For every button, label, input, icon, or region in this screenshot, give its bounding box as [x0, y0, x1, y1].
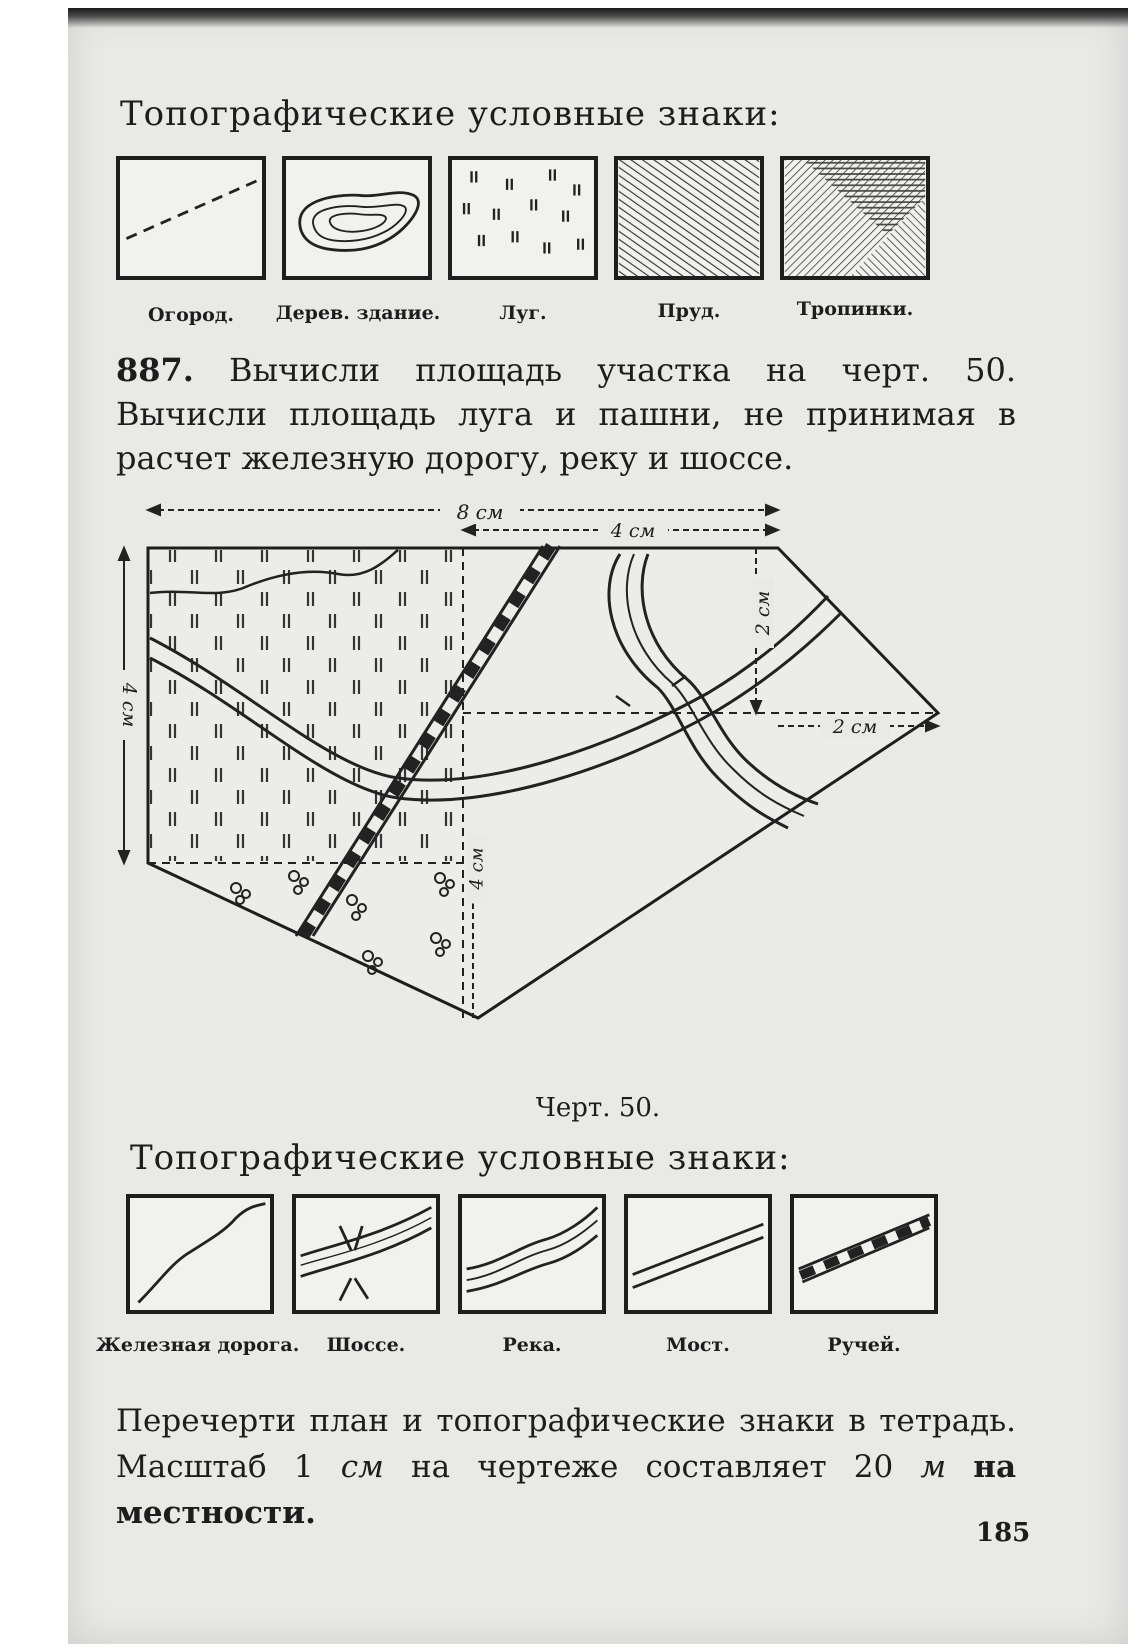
instruction-line1: Перечерти план и топографические знаки в тетрадь. Масштаб 1	[116, 1403, 1016, 1485]
instruction-unit-m: м	[920, 1449, 947, 1485]
plan-drawing	[68, 498, 1128, 1088]
caption-stream: Ручей.	[827, 1334, 901, 1356]
caption-highway: Шоссе.	[326, 1334, 406, 1356]
book-page	[68, 8, 1128, 1644]
symbol-highway	[292, 1194, 440, 1314]
scan-edge	[68, 8, 1128, 28]
legend-top-title: Топографические условные знаки:	[120, 94, 781, 134]
dim-right-height: 2 см	[752, 578, 774, 648]
instruction-unit-cm: см	[340, 1449, 384, 1485]
symbol-river	[458, 1194, 606, 1314]
caption-garden: Огород.	[147, 304, 235, 326]
problem-887	[116, 348, 1016, 480]
symbol-railway	[126, 1194, 274, 1314]
instruction-line2: на чертеже составляет 20	[410, 1449, 894, 1485]
legend-bottom-title: Топографические условные знаки:	[130, 1138, 791, 1178]
symbol-pond	[614, 156, 764, 280]
symbol-wooden-building	[282, 156, 432, 280]
dim-bottom-height: 4 см	[467, 834, 488, 904]
dim-top-right: 4 см	[598, 520, 668, 542]
caption-railway: Железная дорога.	[96, 1334, 300, 1356]
figure-50	[68, 498, 1128, 1088]
caption-paths: Тропинки.	[796, 298, 914, 320]
figure-caption: Черт. 50.	[535, 1093, 661, 1123]
symbol-paths	[780, 156, 930, 280]
problem-number: 887.	[116, 351, 194, 389]
problem-text: Вычисли площадь участка на черт. 50. Вычисли площадь луга и пашни, не принимая в расчет железную дорогу, реку и шоссе.	[116, 351, 1017, 477]
symbol-garden	[116, 156, 266, 280]
symbol-bridge	[624, 1194, 772, 1314]
symbol-meadow	[448, 156, 598, 280]
dim-left-height: 4 см	[118, 670, 140, 740]
caption-wooden-building: Дерев. здание.	[275, 302, 441, 324]
page-number: 185	[976, 1518, 1031, 1548]
caption-bridge: Мост.	[666, 1334, 730, 1356]
instruction-line3: на местности.	[116, 1449, 1017, 1531]
dim-right-offset: 2 см	[820, 716, 890, 738]
instruction-text	[116, 1398, 1016, 1536]
caption-pond: Пруд.	[657, 300, 721, 322]
dim-top-width: 8 см	[440, 500, 520, 524]
caption-meadow: Луг.	[499, 302, 547, 324]
symbol-stream	[790, 1194, 938, 1314]
caption-river: Река.	[502, 1334, 562, 1356]
